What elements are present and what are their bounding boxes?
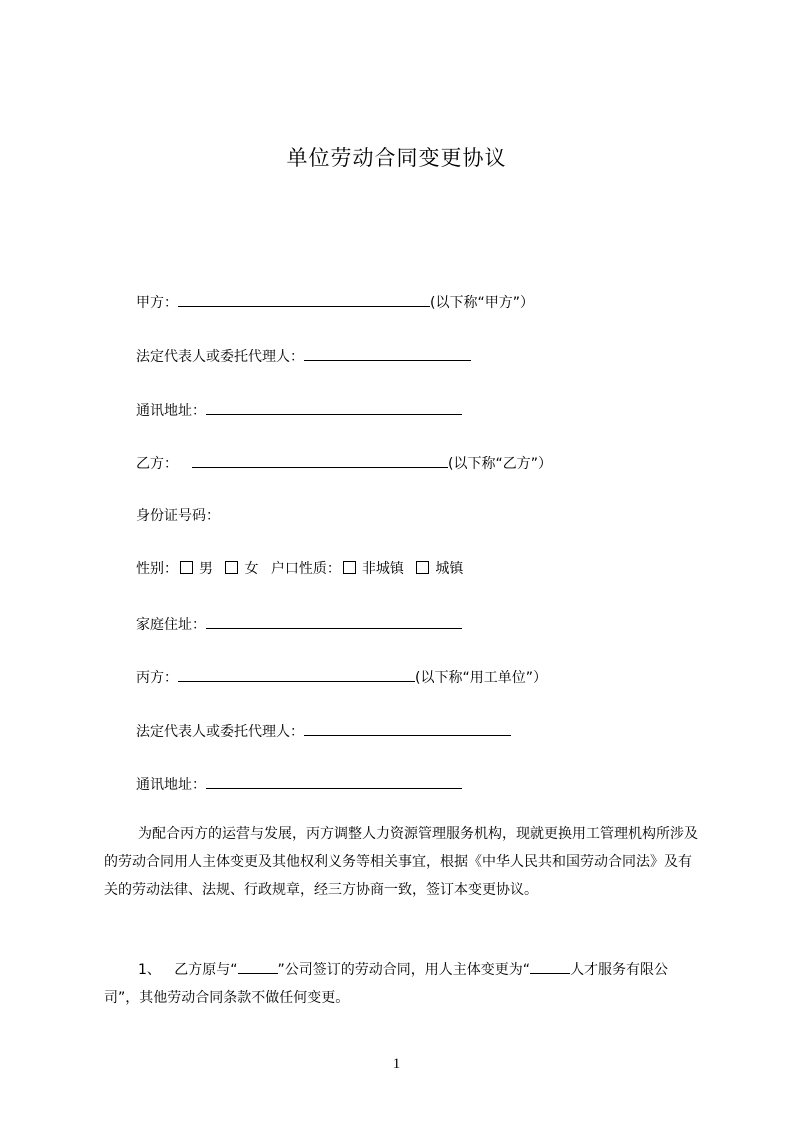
party-a-rep-label: 法定代表人或委托代理人：: [136, 349, 304, 365]
gender-female-checkbox[interactable]: [225, 561, 238, 574]
party-a-rep-line: [136, 345, 471, 367]
party-a-suffix: (以下称“甲方”）: [430, 295, 534, 311]
clause-1-number: 1、: [138, 962, 161, 978]
party-c-suffix: (以下称“用工单位”）: [415, 670, 547, 686]
clause-1-paragraph: [104, 955, 700, 1012]
gender-female-label: 女: [244, 561, 259, 577]
clause-1-part1: 乙方原与“: [174, 962, 238, 978]
party-b-id-label: 身份证号码：: [136, 508, 220, 524]
party-b-blank[interactable]: [192, 452, 448, 468]
party-c-rep-line: [136, 720, 511, 742]
hukou-nonurban-checkbox[interactable]: [343, 561, 356, 574]
party-b-home-line: [136, 613, 462, 635]
party-c-address-blank[interactable]: [206, 773, 462, 789]
hukou-urban-label: 城镇: [435, 561, 464, 577]
party-a-address-line: [136, 399, 462, 421]
clause-1-new-company-blank[interactable]: [530, 955, 570, 974]
party-b-home-label: 家庭住址：: [136, 617, 206, 633]
page-number: 1: [392, 1056, 401, 1072]
preamble-paragraph: [104, 820, 700, 904]
party-a-blank[interactable]: [178, 291, 430, 307]
party-a-line: [136, 291, 534, 313]
party-b-gender-hukou-line: [136, 559, 463, 579]
party-c-rep-blank[interactable]: [304, 720, 511, 736]
party-b-line: [136, 452, 552, 474]
party-c-address-label: 通讯地址：: [136, 777, 206, 793]
hukou-nonurban-label: 非城镇: [361, 561, 404, 577]
clause-1-part2: ”公司签订的劳动合同，用人主体变更为“: [277, 962, 531, 978]
party-c-address-line: [136, 773, 462, 795]
gender-male-label: 男: [199, 561, 213, 577]
party-a-label: 甲方：: [136, 295, 178, 311]
party-b-suffix: (以下称“乙方”）: [448, 456, 552, 472]
party-b-home-blank[interactable]: [206, 613, 462, 629]
clause-1-part3: 人才服务有限公司”，其他劳动合同条款不做任何变更。: [104, 962, 669, 1006]
party-c-line: [136, 666, 547, 688]
party-c-label: 丙方：: [136, 670, 178, 686]
gender-male-checkbox[interactable]: [180, 561, 193, 574]
party-a-rep-blank[interactable]: [304, 345, 471, 361]
document-title: 单位劳动合同变更协议: [286, 146, 507, 170]
gender-label: 性别：: [136, 561, 178, 577]
party-c-rep-label: 法定代表人或委托代理人：: [136, 724, 304, 740]
party-b-label: 乙方：: [136, 456, 178, 472]
clause-1-original-company-blank[interactable]: [238, 955, 278, 974]
party-b-id-line: [136, 506, 220, 526]
hukou-label: 户口性质：: [270, 561, 341, 577]
party-c-blank[interactable]: [178, 666, 415, 682]
preamble-text: 为配合丙方的运营与发展，丙方调整人力资源管理服务机构，现就更换用工管理机构所涉及的劳动合同用人主体变更及其他权利义务等相关事宜，根据《中华人民共和国劳动合同法》及有关的劳动法律、法规、行政规章，经三方协商一致，签订本变更协议。: [104, 826, 698, 898]
party-a-address-blank[interactable]: [206, 399, 462, 415]
hukou-urban-checkbox[interactable]: [416, 561, 429, 574]
party-a-address-label: 通讯地址：: [136, 403, 206, 419]
clause-1-text: [104, 955, 700, 1012]
